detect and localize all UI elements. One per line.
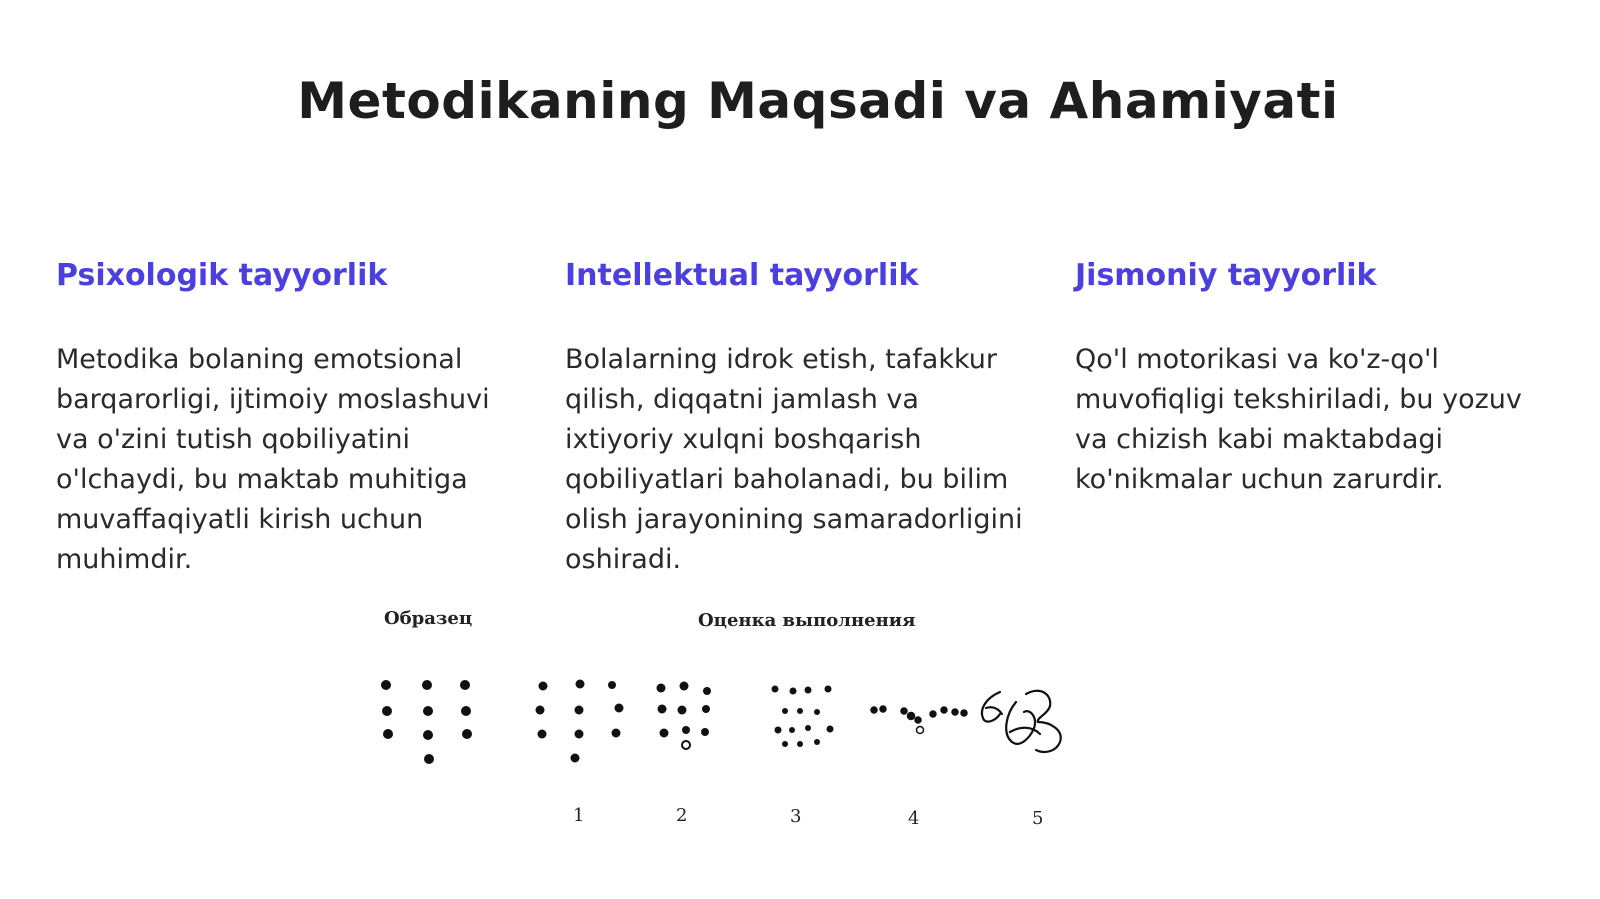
score-1-pattern <box>536 680 624 763</box>
column-heading: Jismoniy tayyorlik <box>1075 258 1377 293</box>
column-text: Metodika bolaning emotsional barqarorligi, ijtimoiy moslashuvi va o'zini tutish qobiliyatini o'lchaydi, bu maktab muhitiga muvaffaqiyatli kirish uchun muhimdir. <box>56 344 490 575</box>
score-4-pattern <box>871 706 967 734</box>
page-title: Metodikaning Maqsadi va Ahamiyati <box>297 72 1339 130</box>
column-heading: Intellektual tayyorlik <box>565 258 919 293</box>
score-2-label: 2 <box>676 805 688 826</box>
column-text: Bolalarning idrok etish, tafakkur qilish, diqqatni jamlash va ixtiyoriy xulqni boshqarish qobiliyatlari baholanadi, bu bilim olish jarayonining samaradorligini oshiradi. <box>565 344 1023 575</box>
column-intellectual <box>565 256 1025 580</box>
score-1-label: 1 <box>573 805 585 826</box>
score-3-label: 3 <box>790 806 802 827</box>
dot-copying-figure <box>380 610 1140 850</box>
score-5-label: 5 <box>1032 808 1044 829</box>
score-2-pattern <box>657 682 712 750</box>
score-5-scribble <box>982 691 1061 752</box>
dot-patterns-illustration <box>380 610 1140 850</box>
column-text: Qo'l motorikasi va ko'z-qo'l muvofiqligi tekshiriladi, bu yozuv va chizish kabi maktabdagi ko'nikmalar uchun zarurdir. <box>1075 344 1522 495</box>
column-physical <box>1075 256 1535 500</box>
sample-label: Образец <box>384 608 473 629</box>
column-psychological <box>56 256 516 580</box>
assessment-label: Оценка выполнения <box>698 610 916 631</box>
sample-dot-pattern <box>381 680 472 764</box>
column-heading: Psixologik tayyorlik <box>56 258 388 293</box>
score-3-pattern <box>772 686 834 748</box>
score-4-label: 4 <box>908 808 920 829</box>
